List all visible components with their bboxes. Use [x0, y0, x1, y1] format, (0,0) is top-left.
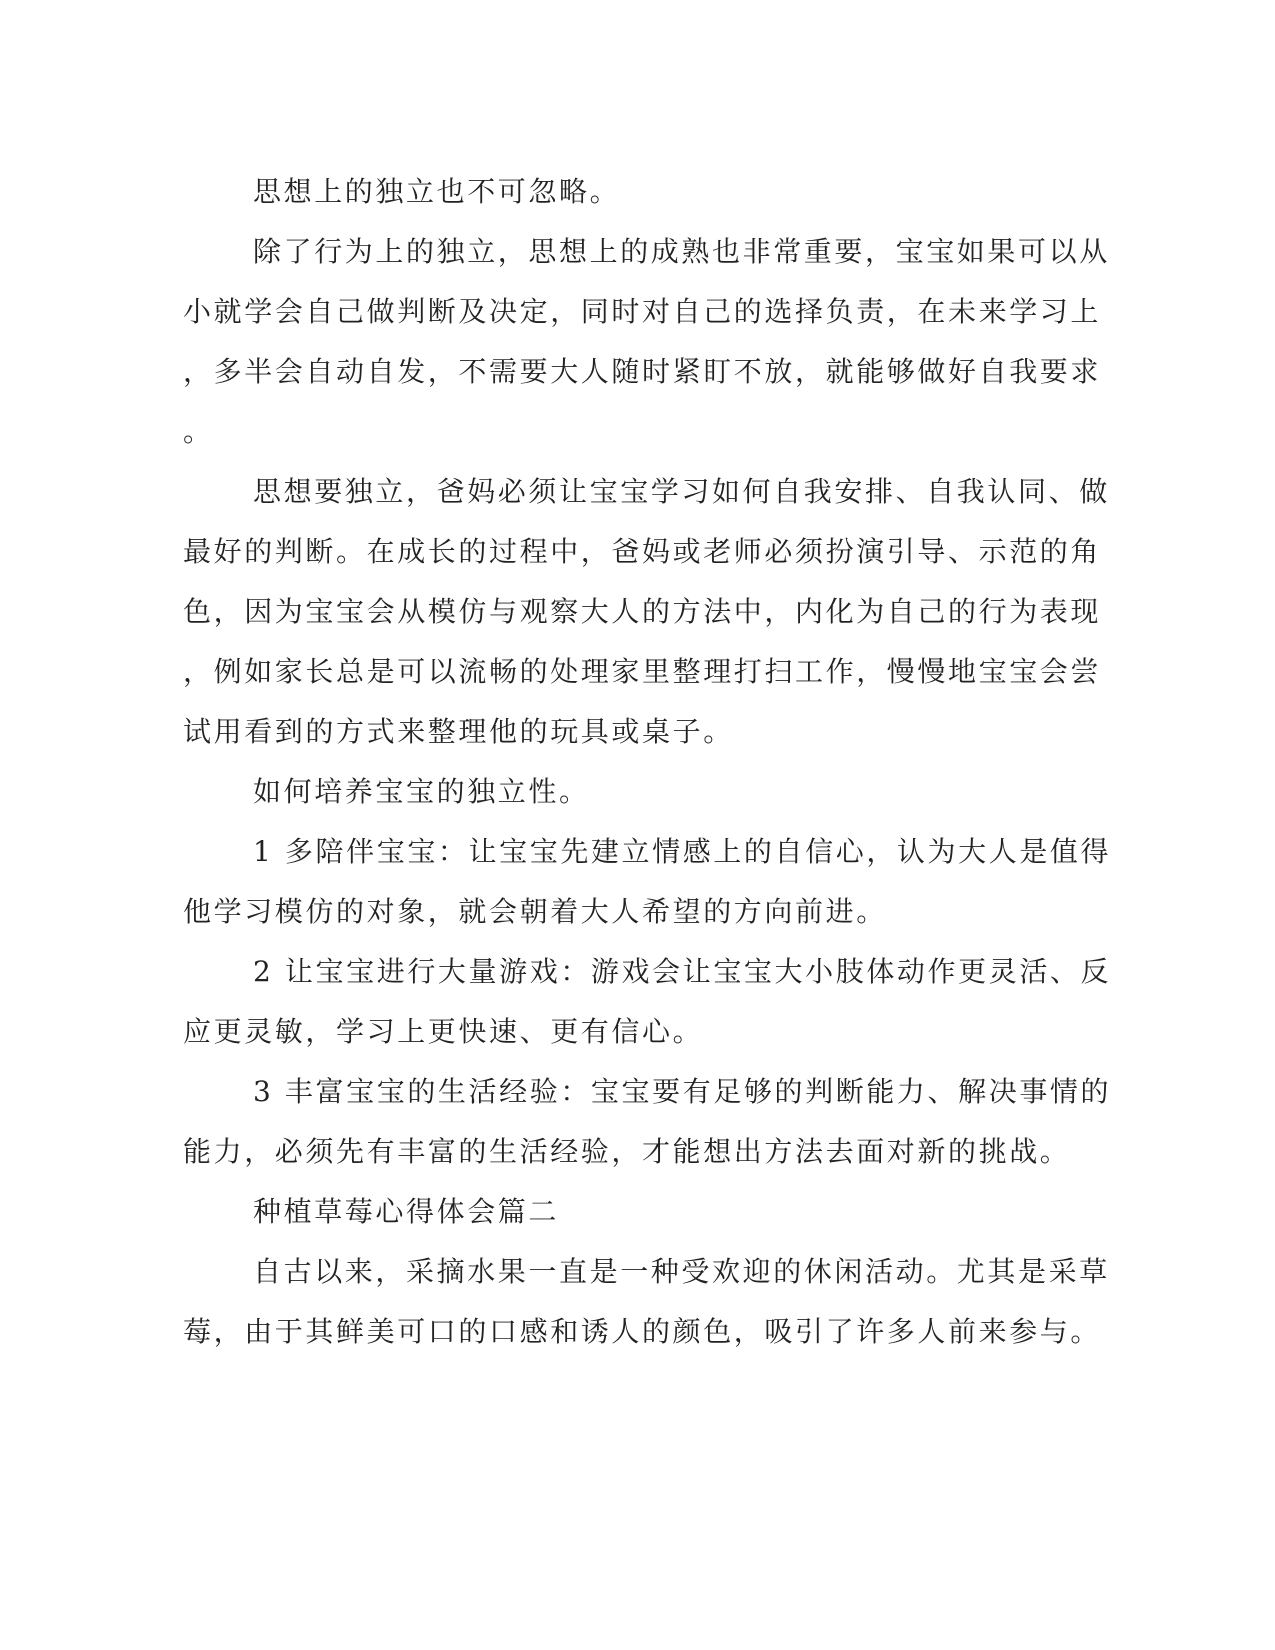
text-line: 思想要独立，爸妈必须让宝宝学习如何自我安排、自我认同、做: [253, 475, 1110, 508]
text-line: 应更灵敏，学习上更快速、更有信心。: [183, 1015, 704, 1048]
text-line: 色，因为宝宝会从模仿与观察大人的方法中，内化为自己的行为表现: [183, 595, 1102, 628]
text-line: 小就学会自己做判断及决定，同时对自己的选择负责，在未来学习上: [183, 295, 1102, 328]
text-line: 能力，必须先有丰富的生活经验，才能想出方法去面对新的挑战。: [183, 1135, 1071, 1168]
list-item: 1 多陪伴宝宝：让宝宝先建立情感上的自信心，认为大人是值得: [253, 835, 1112, 868]
section-heading: 种植草莓心得体会篇二: [253, 1195, 560, 1228]
text-line: 莓，由于其鲜美可口的口感和诱人的颜色，吸引了许多人前来参与。: [183, 1315, 1102, 1348]
document-body: [183, 162, 1112, 1362]
text-line: 除了行为上的独立，思想上的成熟也非常重要，宝宝如果可以从: [253, 235, 1110, 268]
text-line: 思想上的独立也不可忽略。: [253, 175, 621, 208]
text-line: 。: [183, 415, 214, 448]
text-line: 自古以来，采摘水果一直是一种受欢迎的休闲活动。尤其是采草: [253, 1255, 1110, 1288]
text-line: 最好的判断。在成长的过程中，爸妈或老师必须扮演引导、示范的角: [183, 535, 1102, 568]
text-line: 他学习模仿的对象，就会朝着大人希望的方向前进。: [183, 895, 887, 928]
text-line: ，例如家长总是可以流畅的处理家里整理打扫工作，慢慢地宝宝会尝: [183, 655, 1102, 688]
section-heading: 如何培养宝宝的独立性。: [253, 775, 590, 808]
list-item: 2 让宝宝进行大量游戏：游戏会让宝宝大小肢体动作更灵活、反: [253, 955, 1112, 988]
text-line: 试用看到的方式来整理他的玩具或桌子。: [183, 715, 734, 748]
list-item: 3 丰富宝宝的生活经验：宝宝要有足够的判断能力、解决事情的: [253, 1075, 1112, 1108]
text-line: ，多半会自动自发，不需要大人随时紧盯不放，就能够做好自我要求: [183, 355, 1102, 388]
